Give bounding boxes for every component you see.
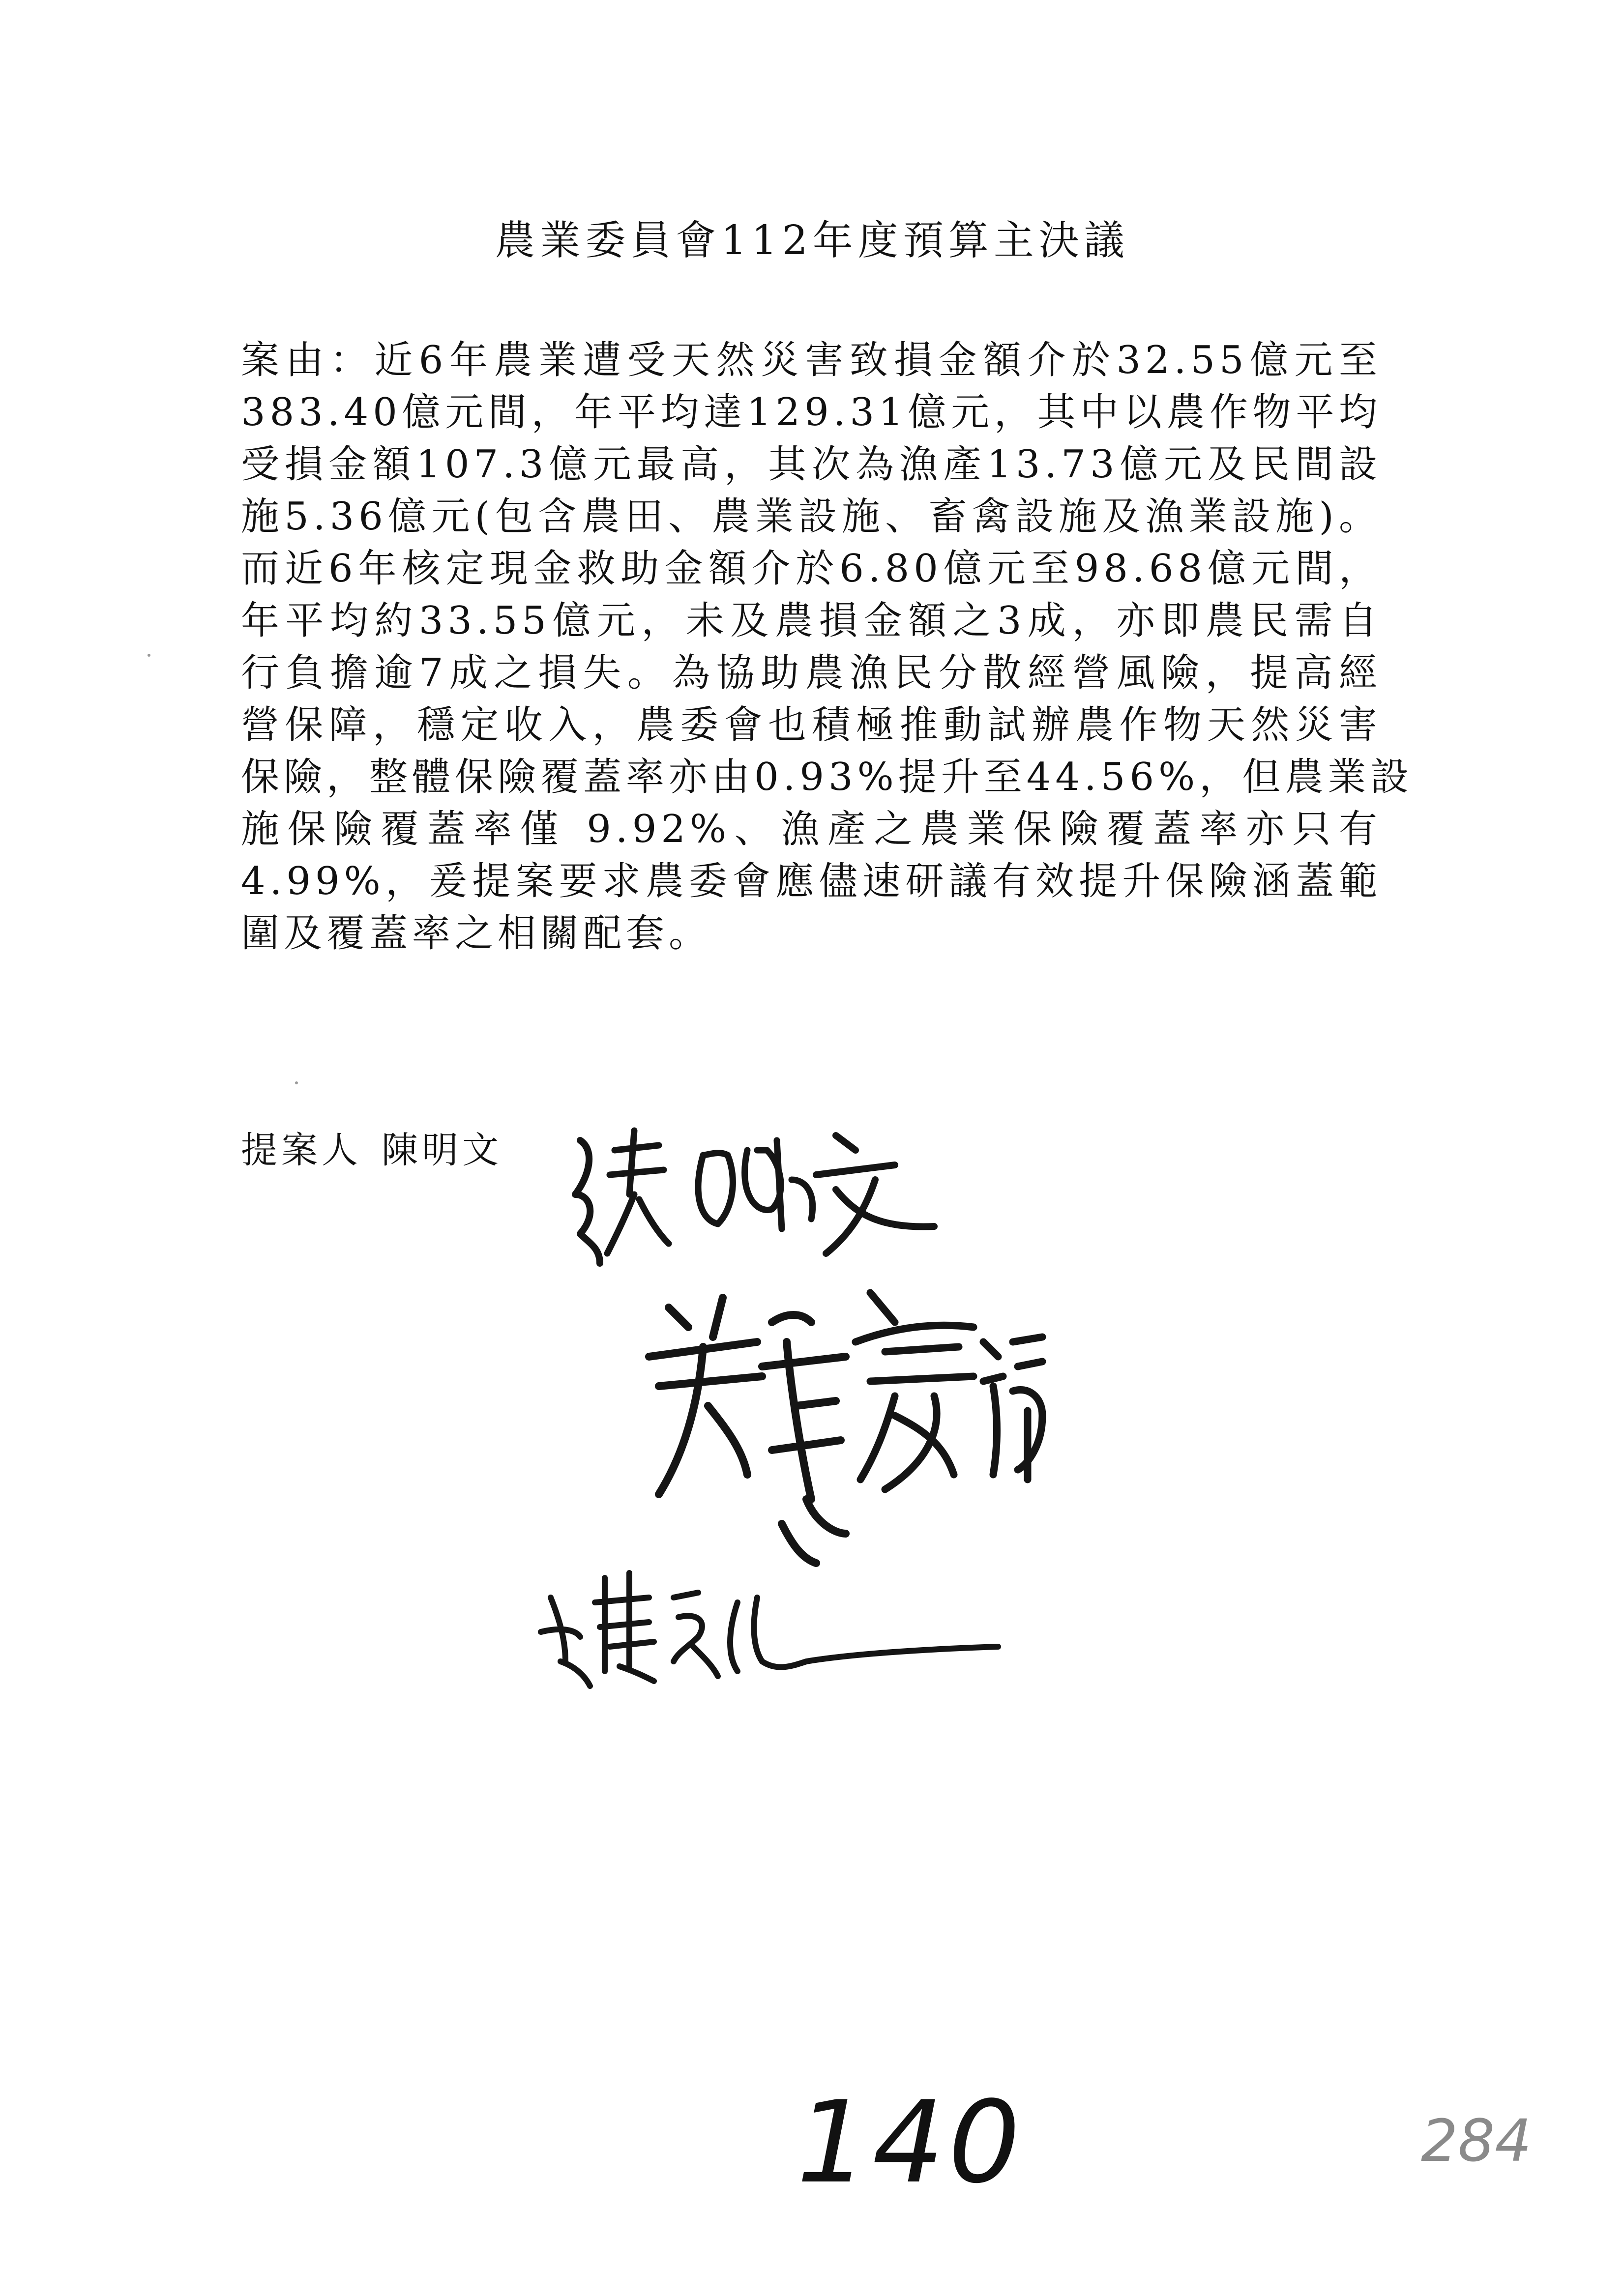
page-number: 140 [797, 2077, 1024, 2209]
body-line: 而近6年核定現金救助金額介於6.80億元至98.68億元間， [241, 547, 1382, 591]
body-line: 施保險覆蓋率僅 9.92%、漁產之農業保險覆蓋率亦只有 [241, 807, 1382, 851]
scan-speck [148, 654, 150, 657]
body-line: 4.99%，爰提案要求農委會應儘速研議有效提升保險涵蓋範 [241, 859, 1382, 903]
proposer-label: 提案人 [241, 1129, 362, 1171]
body-line: 383.40億元間，年平均達129.31億元，其中以農作物平均 [241, 390, 1382, 435]
proposer-line [241, 1126, 502, 1175]
body-line: 受損金額107.3億元最高，其次為漁產13.73億元及民間設 [241, 442, 1382, 487]
signature-1 [561, 1121, 954, 1268]
body-line: 行負擔逾7成之損失。為協助農漁民分散經營風險，提高經 [241, 651, 1382, 695]
body-line: 年平均約33.55億元，未及農損金額之3成，亦即農民需自 [241, 599, 1382, 643]
body-line: 圍及覆蓋率之相關配套。 [241, 911, 712, 956]
body-line: 營保障，穩定收入，農委會也積極推動試辦農作物天然災害 [241, 703, 1382, 747]
signature-2 [639, 1268, 1052, 1573]
signature-3 [531, 1543, 1013, 1691]
body-line: 案由：近6年農業遭受天然災害致損金額介於32.55億元至 [241, 338, 1382, 382]
scan-speck [295, 1081, 298, 1084]
body-line: 保險，整體保險覆蓋率亦由0.93%提升至44.56%，但農業設 [241, 755, 1414, 799]
document-title: 農業委員會112年度預算主決議 [495, 217, 1129, 264]
sheet-number: 284 [1421, 2107, 1532, 2175]
proposer-name: 陳明文 [382, 1129, 502, 1171]
body-line: 施5.36億元(包含農田、農業設施、畜禽設施及漁業設施)。 [241, 494, 1382, 539]
proposal-body [241, 334, 1414, 959]
